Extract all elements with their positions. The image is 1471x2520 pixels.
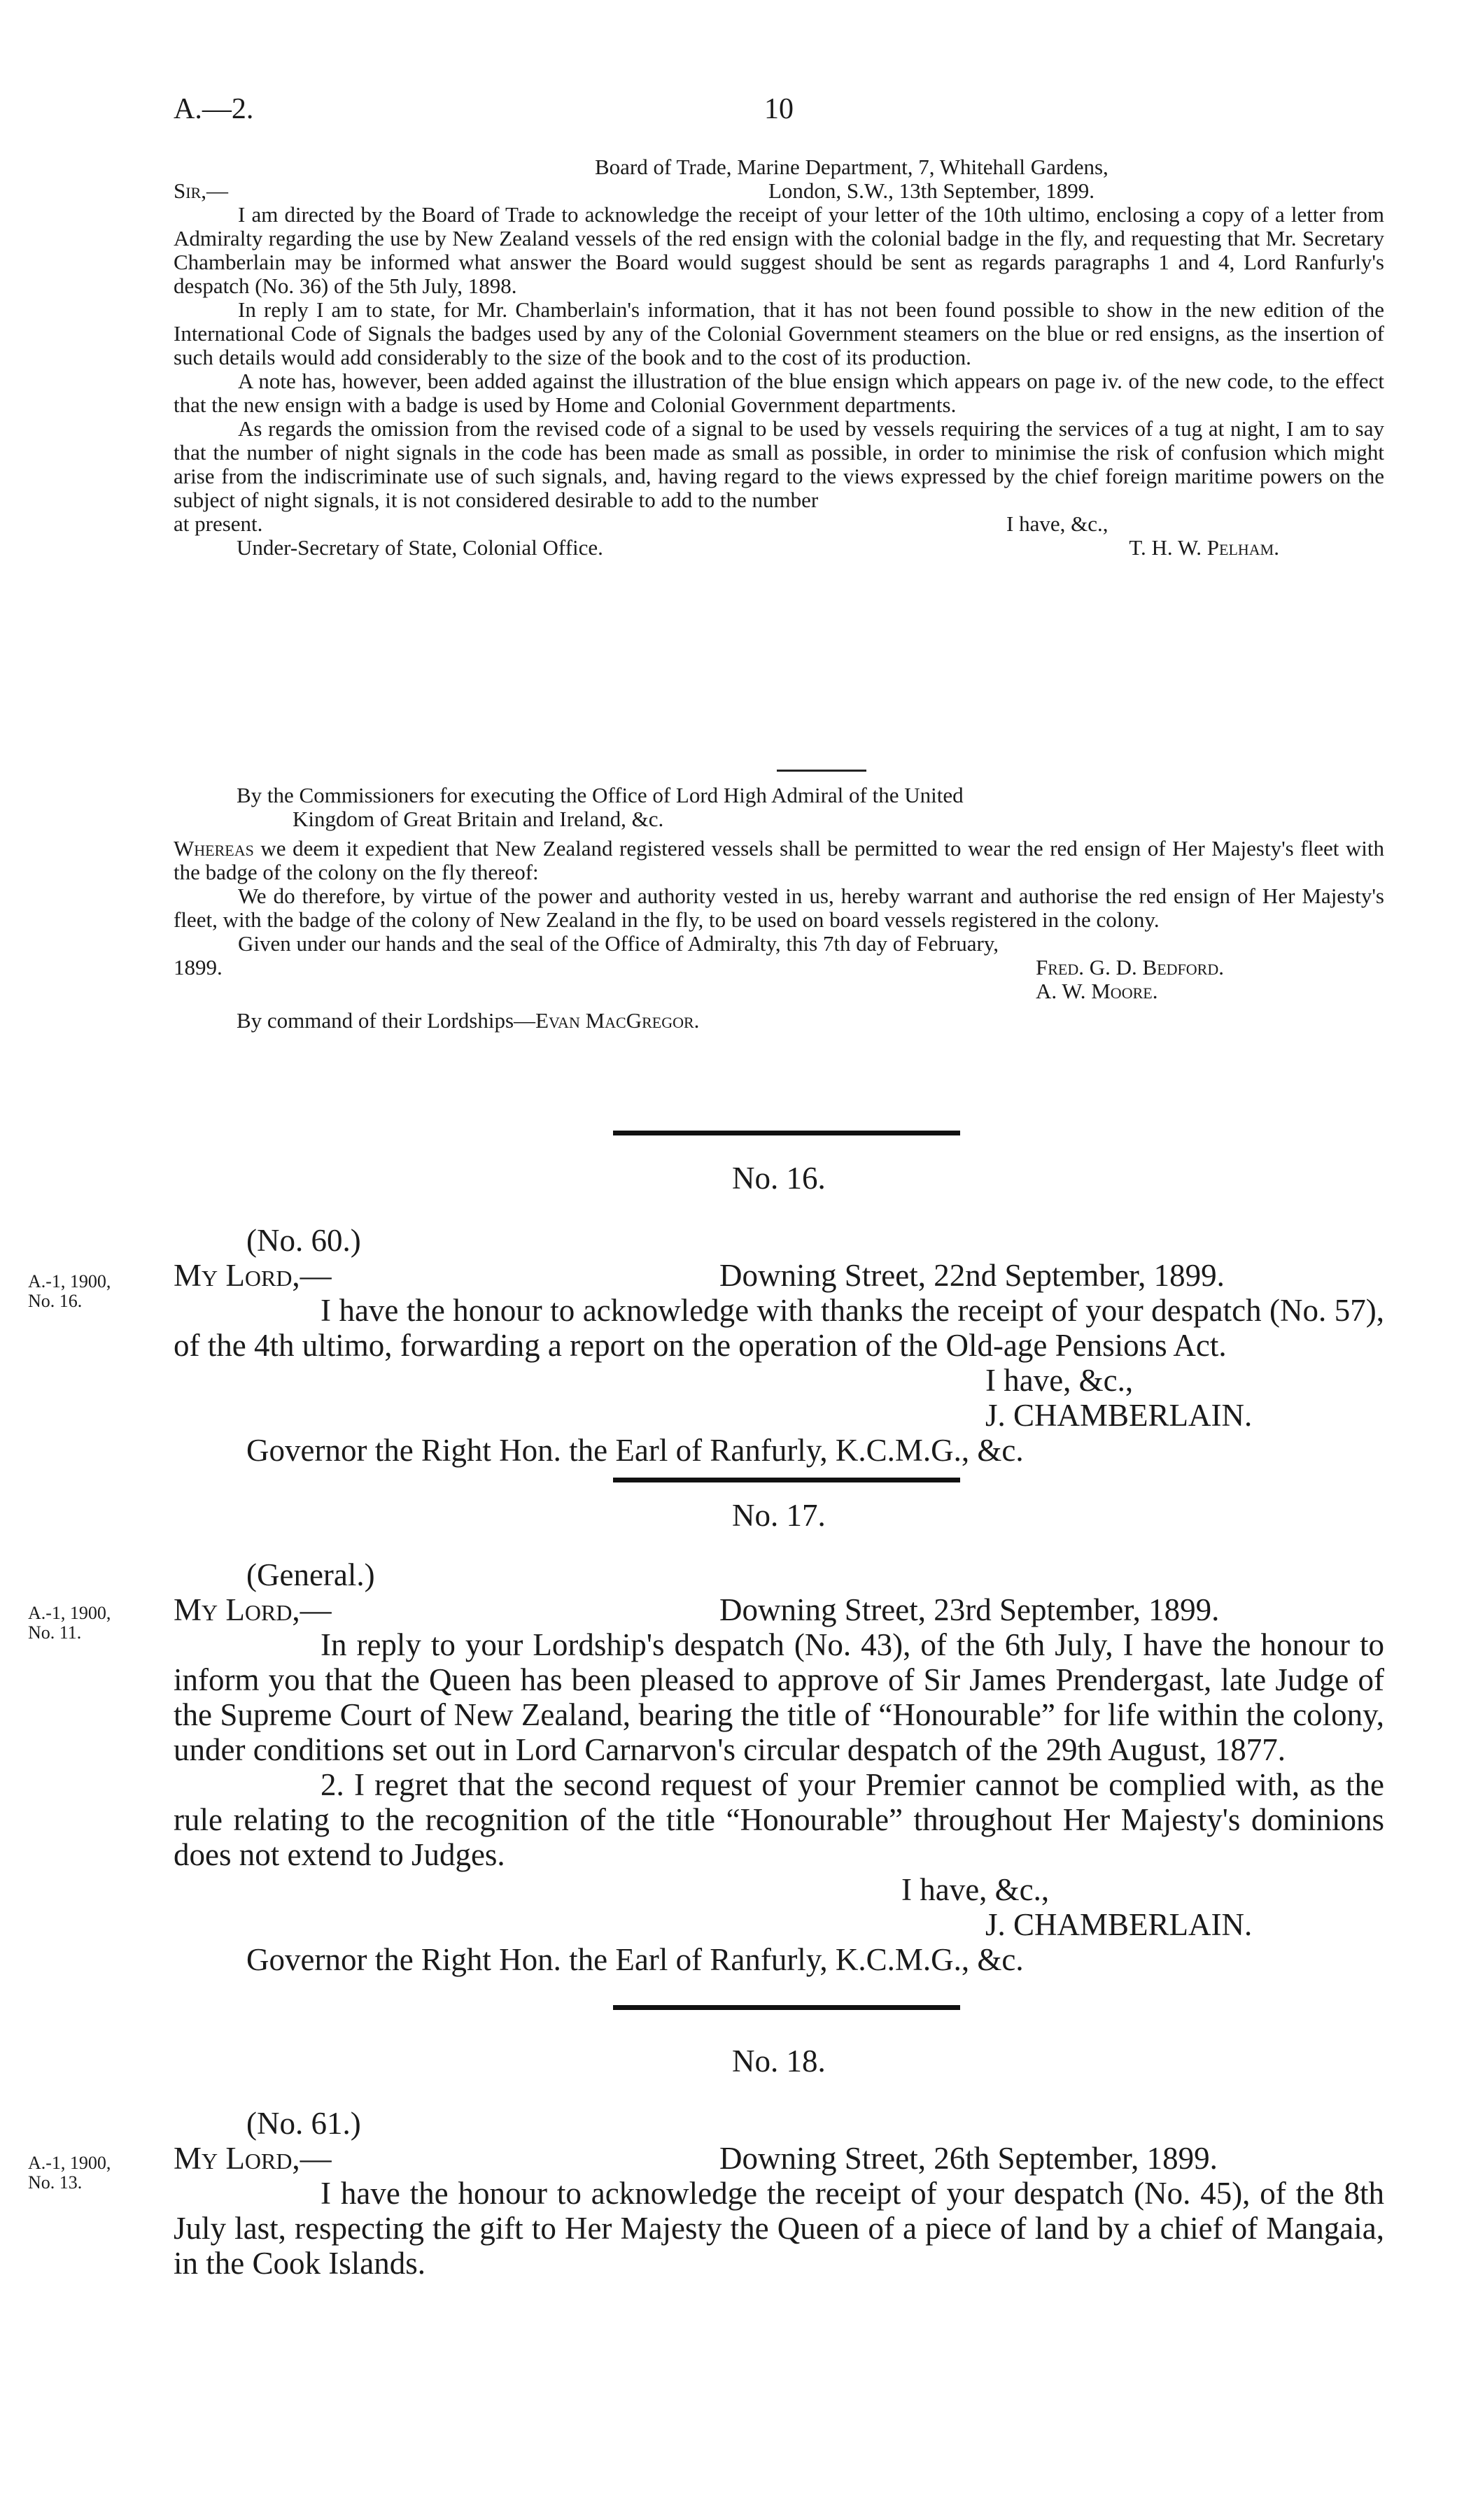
- despatch-17-paragraph-1: In reply to your Lordship's despatch (No. 43), of the 6th July, I have the honour to inform you that the Queen has been pleased to approve of Sir James Prendergast, late Judge of the Supreme Court of New Zealand, bearing the title of “Honourable” for life within the colony, under conditions set out in Lord Carnarvon's circular despatch of the 29th August, 1877.: [174, 1627, 1384, 1767]
- despatch-16-signature: J. CHAMBERLAIN.: [985, 1398, 1253, 1433]
- despatch-17-signature: J. CHAMBERLAIN.: [985, 1907, 1253, 1942]
- despatch-18-heading: No. 18.: [732, 2044, 826, 2079]
- warrant-line-2: Kingdom of Great Britain and Ireland, &c.: [293, 807, 664, 831]
- section-divider: [777, 770, 866, 772]
- section-divider-thick: [613, 1131, 960, 1135]
- warrant-command: By command of their Lordships—Evan MacGregor.: [237, 1008, 700, 1033]
- despatch-18: [174, 2106, 1384, 2281]
- despatch-18-body: I have the honour to acknowledge the receipt of your despatch (No. 45), of the 8th July last, respecting the gift to Her Majesty the Queen of a piece of land by a chief of Mangaia, in the Cook Islands.: [174, 2176, 1384, 2281]
- page-number: 10: [764, 93, 794, 125]
- letter-paragraph-1: I am directed by the Board of Trade to acknowledge the receipt of your letter of the 10th ultimo, enclosing a copy of a letter from Admiralty regarding the use by New Zealand vessels of the red ensign with the colonial badge in the fly, and requesting that Mr. Secretary Chamberlain may be informed what answer the Board would suggest should be sent as regards paragraphs 1 and 4, Lord Ranfurly's despatch (No. 36) of the 5th July, 1898.: [174, 202, 1384, 298]
- despatch-16-salutation: My Lord,—: [174, 1258, 332, 1293]
- despatch-17: [174, 1557, 1384, 1977]
- warrant-line-1: By the Commissioners for executing the Office of Lord High Admiral of the United: [237, 783, 964, 807]
- despatch-17-paragraph-2: 2. I regret that the second request of your Premier cannot be complied with, as the rule relating to the recognition of the title “Honourable” throughout Her Majesty's dominions does not extend to Judges.: [174, 1767, 1384, 1872]
- section-divider-thick: [613, 1478, 960, 1482]
- despatch-16-body: I have the honour to acknowledge with thanks the receipt of your despatch (No. 57), of the 4th ultimo, forwarding a report on the operation of the Old-age Pensions Act.: [174, 1293, 1384, 1363]
- letter-address-2: London, S.W., 13th September, 1899.: [768, 178, 1095, 203]
- despatch-16-place-date: Downing Street, 22nd September, 1899.: [719, 1258, 1225, 1293]
- despatch-17-ref: (General.): [246, 1557, 375, 1592]
- despatch-17-heading: No. 17.: [732, 1498, 826, 1533]
- despatch-18-place-date: Downing Street, 26th September, 1899.: [719, 2141, 1218, 2176]
- despatch-17-addressee: Governor the Right Hon. the Earl of Ranfurly, K.C.M.G., &c.: [246, 1942, 1024, 1977]
- board-of-trade-letter: [174, 155, 1384, 560]
- despatch-16-heading: No. 16.: [732, 1161, 826, 1196]
- despatch-16-ref: (No. 60.): [246, 1223, 361, 1258]
- despatch-17-closing: I have, &c.,: [901, 1872, 1050, 1907]
- despatch-16-closing: I have, &c.,: [985, 1363, 1134, 1398]
- warrant-signature-2: A. W. Moore.: [1036, 979, 1158, 1003]
- warrant-paragraph-3: Given under our hands and the seal of the Office of Admiralty, this 7th day of February,: [238, 931, 999, 956]
- despatch-16: [174, 1223, 1384, 1468]
- despatch-18-margin-note: A.-1, 1900, No. 13.: [28, 2153, 111, 2193]
- despatch-16-addressee: Governor the Right Hon. the Earl of Ranfurly, K.C.M.G., &c.: [246, 1433, 1024, 1468]
- letter-paragraph-4: As regards the omission from the revised code of a signal to be used by vessels requiring the services of a tug at night, I am to say that the number of night signals in the code has been made as small as possible, in order to minimise the risk of confusion which might arise from the indiscriminate use of such signals, and, having regard to the views expressed by the chief foreign maritime powers on the subject of night signals, it is not considered desirable to add to the number: [174, 416, 1384, 512]
- letter-addressee: Under-Secretary of State, Colonial Office.: [237, 535, 603, 560]
- despatch-17-margin-note: A.-1, 1900, No. 11.: [28, 1603, 111, 1643]
- letter-paragraph-3: A note has, however, been added against the illustration of the blue ensign which appears on page iv. of the new code, to the effect that the new ensign with a badge is used by Home and Colonial Government departments.: [174, 369, 1384, 417]
- warrant-whereas: Whereas we deem it expedient that New Zealand registered vessels shall be permitted to wear the red ensign of Her Majesty's fleet with the badge of the colony on the fly thereof:: [174, 836, 1385, 884]
- despatch-17-salutation: My Lord,—: [174, 1592, 332, 1627]
- letter-address-1: Board of Trade, Marine Department, 7, Whitehall Gardens,: [595, 155, 1108, 179]
- document-reference: A.—2.: [174, 93, 254, 125]
- letter-paragraph-4-end: at present.: [174, 511, 263, 536]
- despatch-16-margin-note: A.-1, 1900, No. 16.: [28, 1271, 111, 1311]
- section-divider-thick: [613, 2005, 960, 2010]
- despatch-18-salutation: My Lord,—: [174, 2141, 332, 2176]
- letter-paragraph-2: In reply I am to state, for Mr. Chamberlain's information, that it has not been found possible to show in the new edition of the International Code of Signals the badges used by any of the Colonial Government steamers on the blue or red ensigns, as the insertion of such details would add considerably to the size of the book and to the cost of its production.: [174, 297, 1384, 369]
- warrant-year: 1899.: [174, 955, 223, 979]
- warrant-paragraph-2: We do therefore, by virtue of the power and authority vested in us, hereby warrant and authorise the red ensign of Her Majesty's fleet, with the badge of the colony of New Zealand in the fly, to be used on board vessels registered in the colony.: [174, 884, 1384, 932]
- warrant-signature-1: Fred. G. D. Bedford.: [1036, 955, 1224, 979]
- despatch-17-place-date: Downing Street, 23rd September, 1899.: [719, 1592, 1220, 1627]
- admiralty-warrant: [174, 784, 1384, 1033]
- letter-signature: T. H. W. Pelham.: [1129, 535, 1279, 560]
- despatch-18-ref: (No. 61.): [246, 2106, 361, 2141]
- letter-salutation: Sir,—: [174, 178, 228, 203]
- letter-closing: I have, &c.,: [1006, 511, 1108, 536]
